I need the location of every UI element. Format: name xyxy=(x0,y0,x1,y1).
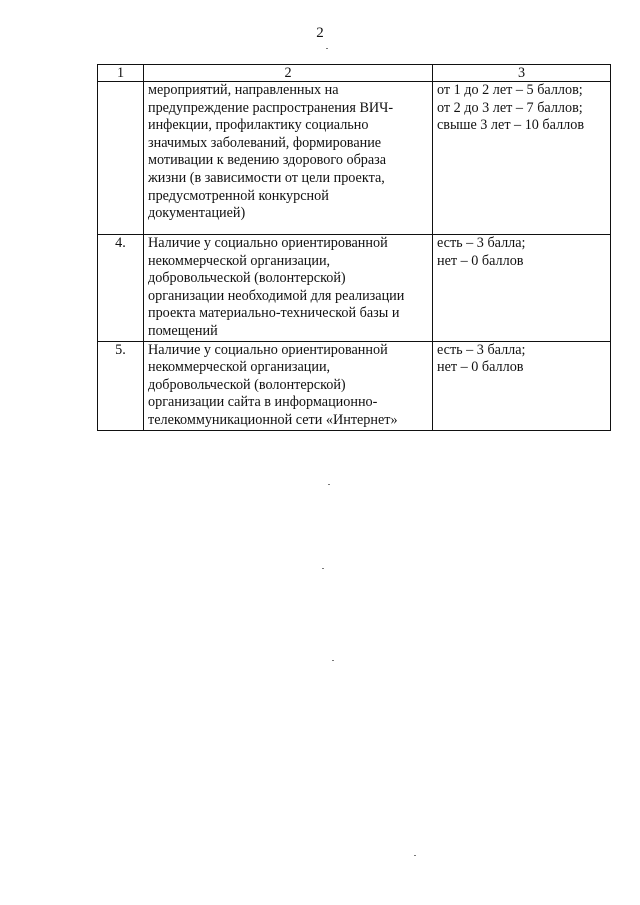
column-header-1: 1 xyxy=(98,65,144,82)
description-line: помещений xyxy=(148,322,218,339)
scan-speck xyxy=(414,855,416,856)
scan-speck xyxy=(328,484,330,485)
criterion-description xyxy=(144,235,433,342)
row-number: 5. xyxy=(98,341,144,430)
description-line: некоммерческой организации, xyxy=(148,252,331,269)
criterion-description xyxy=(144,82,433,235)
description-line: жизни (в зависимости от цели проекта, xyxy=(148,169,385,186)
scan-speck xyxy=(322,568,324,569)
description-line: Наличие у социально ориентированной xyxy=(148,341,388,358)
description-line: предусмотренной конкурсной xyxy=(148,187,329,204)
page-number: 2 xyxy=(316,25,324,41)
table-row xyxy=(98,341,611,430)
score-line: нет – 0 баллов xyxy=(437,252,524,269)
description-line: добровольческой (волонтерской) xyxy=(148,376,346,393)
score-line: свыше 3 лет – 10 баллов xyxy=(437,117,585,134)
table-header-row xyxy=(98,65,611,82)
criterion-score xyxy=(433,82,611,235)
criterion-description xyxy=(144,341,433,430)
table-row xyxy=(98,82,611,235)
description-line: предупреждение распространения ВИЧ- xyxy=(148,99,394,116)
table-row xyxy=(98,235,611,342)
description-line: инфекции, профилактику социально xyxy=(148,117,369,134)
description-line: Наличие у социально ориентированной xyxy=(148,235,388,251)
row-number xyxy=(98,82,144,235)
description-line: проекта материально-технической базы и xyxy=(148,305,400,322)
scan-speck xyxy=(332,660,334,661)
criteria-table xyxy=(97,64,611,431)
column-header-2: 2 xyxy=(144,65,433,82)
description-line: мероприятий, направленных на xyxy=(148,82,339,98)
description-line: некоммерческой организации, xyxy=(148,359,331,376)
row-number: 4. xyxy=(98,235,144,342)
description-line: телекоммуникационной сети «Интернет» xyxy=(148,411,398,428)
description-line: значимых заболеваний, формирование xyxy=(148,134,382,151)
column-header-3: 3 xyxy=(433,65,611,82)
score-line: от 1 до 2 лет – 5 баллов; xyxy=(437,82,583,98)
score-line: от 2 до 3 лет – 7 баллов; xyxy=(437,99,583,116)
criterion-score xyxy=(433,341,611,430)
description-line: мотивации к ведению здорового образа xyxy=(148,152,387,169)
score-line: есть – 3 балла; xyxy=(437,341,526,358)
description-line: добровольческой (волонтерской) xyxy=(148,270,346,287)
score-line: есть – 3 балла; xyxy=(437,235,526,251)
score-line: нет – 0 баллов xyxy=(437,359,524,376)
scan-speck xyxy=(326,48,328,49)
description-line: организации необходимой для реализации xyxy=(148,287,405,304)
criterion-score xyxy=(433,235,611,342)
description-line: организации сайта в информационно- xyxy=(148,394,378,411)
description-line: документацией) xyxy=(148,205,246,222)
